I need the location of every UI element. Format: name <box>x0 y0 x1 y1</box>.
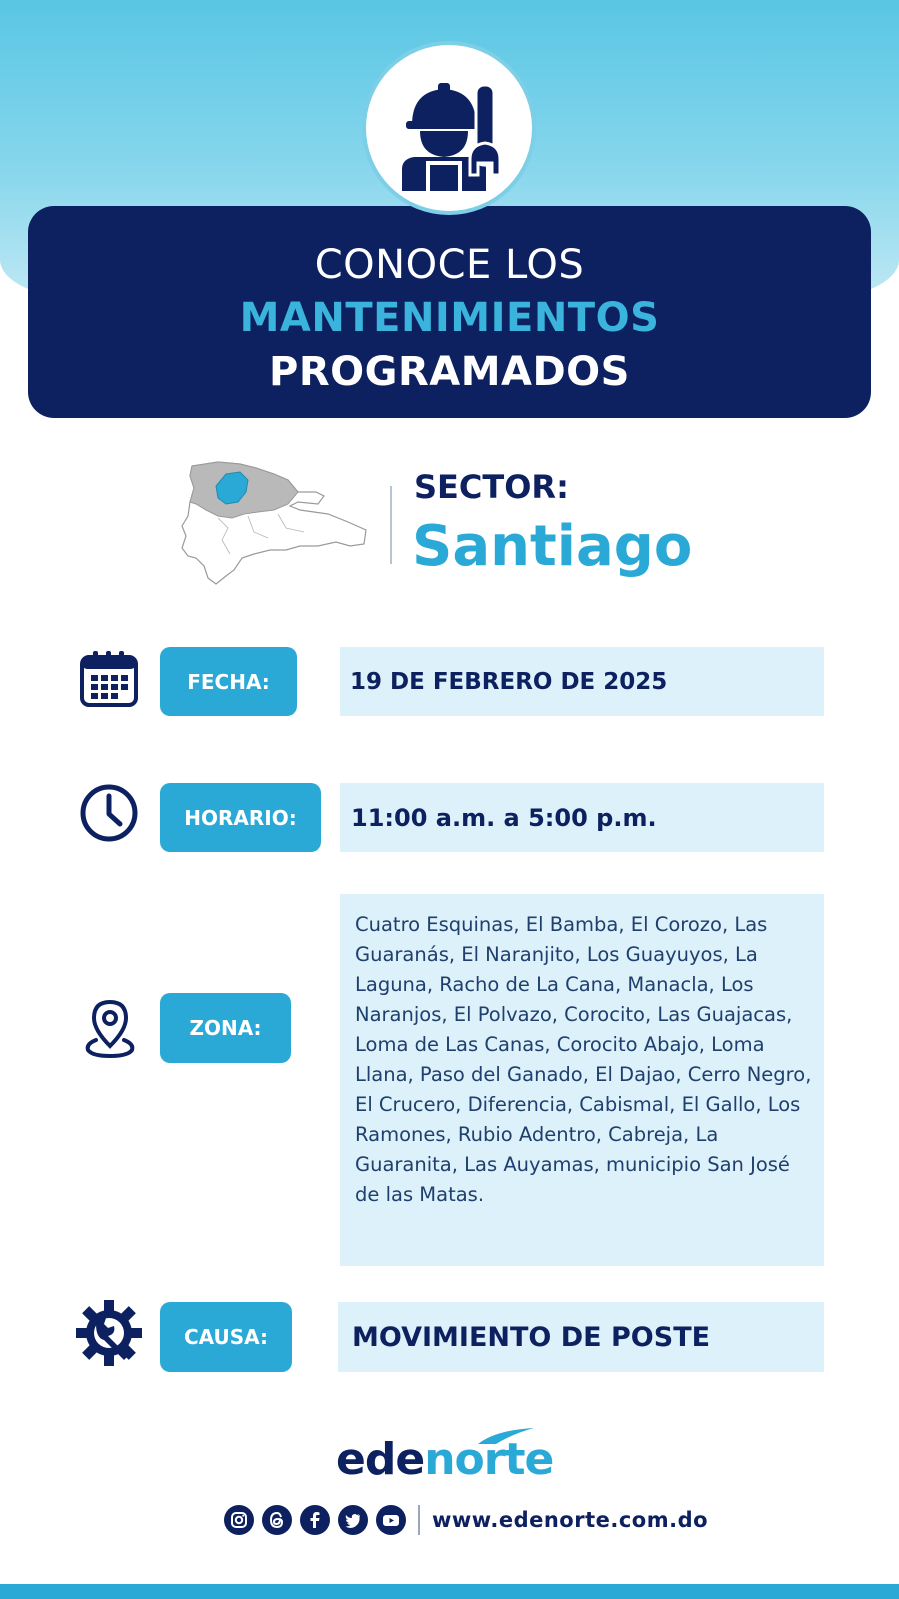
header-line-1: CONOCE LOS <box>314 242 585 288</box>
calendar-icon <box>78 648 140 710</box>
header-banner <box>28 206 871 418</box>
website-link[interactable]: www.edenorte.com.do <box>432 1508 709 1532</box>
fecha-value: 19 DE FEBRERO DE 2025 <box>340 647 824 716</box>
instagram-icon[interactable] <box>224 1505 254 1535</box>
gear-wrench-icon <box>74 1298 144 1368</box>
logo-text-norte: norte <box>424 1434 554 1485</box>
sector-name: Santiago <box>412 514 693 579</box>
bottom-bar <box>0 1584 899 1599</box>
social-divider <box>418 1505 420 1535</box>
sector-label: SECTOR: <box>414 468 569 506</box>
zona-value: Cuatro Esquinas, El Bamba, El Corozo, Las Guaranás, El Naranjito, Los Guayuyos, La Laguna, Racho de La Cana, Manacla, Los Naranjos, El Polvazo, Corocito, Las Guajacas, Loma de Las Canas, Corocito Abajo, Loma Llana, Paso del Ganado, El Dajao, Cerro Negro, El Crucero, Diferencia, Cabismal, El Gallo, Los Ramones, Rubio Adentro, Cabreja, La Guaranita, Las Auyamas, municipio San José de las Matas. <box>340 894 824 1266</box>
edenorte-logo <box>336 1426 566 1496</box>
youtube-icon[interactable] <box>376 1505 406 1535</box>
sector-divider <box>390 486 392 564</box>
fecha-label: FECHA: <box>160 647 297 716</box>
header-line-3: PROGRAMADOS <box>269 349 630 395</box>
header-line-2: MANTENIMIENTOS <box>239 295 660 341</box>
horario-label: HORARIO: <box>160 783 321 852</box>
zona-label: ZONA: <box>160 993 291 1063</box>
causa-label: CAUSA: <box>160 1302 292 1372</box>
worker-badge <box>362 41 536 215</box>
worker-wrench-icon <box>384 63 514 193</box>
threads-icon[interactable] <box>262 1505 292 1535</box>
horario-value: 11:00 a.m. a 5:00 p.m. <box>340 783 824 852</box>
facebook-icon[interactable] <box>300 1505 330 1535</box>
dominican-republic-map-icon <box>178 458 368 586</box>
clock-icon <box>78 782 140 844</box>
twitter-icon[interactable] <box>338 1505 368 1535</box>
social-links <box>224 1504 708 1536</box>
causa-value: MOVIMIENTO DE POSTE <box>338 1302 824 1372</box>
location-pin-icon <box>82 998 138 1058</box>
logo-text-ede: ede <box>336 1434 425 1485</box>
